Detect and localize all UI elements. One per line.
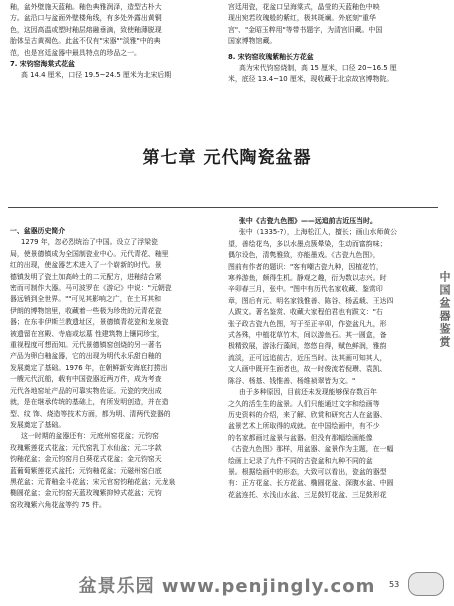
text-line: 式各殊，中植花草竹木，间以游鱼石。其一圆盒，备: [228, 331, 387, 340]
text-line: 之久的活生生的盆景。人们只能通过文字和绘画等: [228, 399, 380, 408]
text-line: 文人画中既开生面者也，故一时俊流若倪瓒、袁凯、: [228, 365, 387, 374]
side-decoration-text: 中国盆器鉴赏: [438, 271, 451, 349]
text-line: 伊朗的博物馆里，收藏着一些极为珍贵的元青花瓷: [10, 306, 162, 315]
body-right-column: [228, 216, 421, 501]
text-line: 玫瑰紫莲花式花盆；元代窑乳丁水仙盆；元二字款: [10, 443, 162, 452]
text-line: 偶尔设色，清隽雅致，亦能墨戏。《古瓷九色图》，: [228, 251, 380, 260]
text-line: 型、纹 饰、烧造等技术方面，都为明、清两代瓷器的: [10, 409, 171, 418]
text-line: 盆景艺术上所取得的成就。在中国绘画中，有不少: [228, 422, 380, 431]
page-number: 53: [389, 580, 400, 589]
text-line: 窑玫瑰紫六角花盆等约 75 件。: [10, 500, 106, 509]
text-line: 元代各地窑址产品的可靠实物佐证。元瓷的突出成: [10, 386, 162, 395]
text-line: 图前有作者的题识："客有嘲古瓷九种，因植花竹，: [228, 262, 383, 271]
text-line: 张中《古瓷九色图》——远追前古近压当时。: [239, 217, 377, 225]
text-line: 辛卯春三月，张中。"图中有历代名家收藏、鉴赏印: [228, 285, 383, 294]
body-left-column: [10, 226, 210, 511]
text-line: 椭圆花盆；金元钧窑天蓝玫瑰紫抑钟式花盆；元钧: [10, 489, 162, 498]
text-line: 器远销到全世界。""可见其影响之广，在土耳其和: [10, 295, 162, 304]
text-line: 这一时期的盆器还有：元庭州窑花盆；元钧窑: [21, 432, 159, 441]
text-line: 产品为卵白釉盆器，它的出现为明代永乐甜白釉的: [10, 352, 162, 361]
text-line: 极精致展，游泳行藻间，悠悠自得，赋色鲜润，雅韵: [228, 342, 387, 351]
text-line: 张中（1335-?），上海松江人，擅长；画山水师黄公: [239, 228, 398, 237]
text-line: 发展奠定了基础。: [10, 420, 66, 429]
text-line: 寒养游鱼，颇得生机。静观之趣，衍为数以志兴。时: [228, 274, 387, 283]
decorative-stone-icon: [408, 572, 444, 596]
text-line: 局，使景德镇成为全国制瓷业中心。元代青花、釉里: [10, 249, 169, 258]
text-line: 绘画上记录了九件不同的古瓷盆和九种不同的盆: [228, 456, 373, 465]
text-line: 1279 年，忽必烈统治了中国。设立了浮梁瓷: [21, 238, 158, 247]
text-line: 景。根据绘画中的形态，大致可以看出，瓷盆的器型: [228, 467, 387, 476]
text-line: 釉，盆外壁施天蓝釉。釉色典雅润泽，造型古朴大: [10, 3, 162, 11]
text-line: 方。盆沿口与盆面外壁楼角线，有多处外露出黄铜: [10, 14, 162, 23]
section-heading: 一、盆器历史简介: [10, 227, 66, 235]
text-line: 高为宋代钧窑烧制，高 15 厘米，口径 20~16.5 厘: [239, 64, 397, 73]
text-line: 陈谷、杨基、钱惟善、杨维祯翠皆为文。": [228, 376, 356, 385]
text-line: 人跋文。著名鉴赏、收藏大家程伯君也有跋文："右: [228, 308, 383, 317]
text-line: 有：正方花盆、长方花盆、椭圆花盆、深腹水盆、中圆: [228, 479, 394, 488]
top-left-column: [10, 2, 207, 82]
text-line: 宫"、"金昭玉粹用"等带书题字，为清宫旧藏。中国: [228, 25, 383, 34]
text-line: 流淡，正可远追前古，近压当时。汰其画可知其人，: [228, 353, 387, 362]
text-line: 一艘元代沉船，载有中国瓷器近两万件，成为考查: [10, 375, 162, 384]
text-line: 器；在东非伊斯兰教遗址区，景德镇青花瓷和龙泉瓷: [10, 318, 169, 327]
text-line: 红的出现，使盆器艺术进入了一个崭新的时代。景: [10, 261, 162, 270]
text-line: 黑花盆；元青釉金斗花盆；宋元官窑钧釉花盆；元龙泉: [10, 477, 176, 486]
text-line: 蓝葡萄紫莲花式盆托；元钧釉花盆；元磁州窑白底: [10, 466, 162, 475]
chapter-title: 第七章 元代陶瓷盆器: [142, 148, 312, 168]
text-line: 就，是在继承传统的基础上，有所发明创造，并在造: [10, 398, 169, 407]
text-line: 德镇发明了瓷土加高岭土的二元配方，进釉结合紧: [10, 272, 162, 281]
text-line: 钧釉花盆；金元钧窑月白葵花式花盆；金元钧窑天: [10, 455, 162, 464]
text-line: 花盆连托、水浅山水盆、三足鼓钉花盆、三足鼓形花: [228, 490, 387, 499]
text-line: 米，底径 13.4~10 厘米，现收藏于北京故宫博物院。: [228, 75, 394, 84]
text-line: 张子政古瓷九色图，写于至正辛卯，作瓷盆凡九，形: [228, 319, 387, 328]
text-line: 由于多种原因，目前还未发现能够保存数百年: [239, 388, 377, 397]
text-line: 历史资料的介绍，来了解、欣赏和研究古人在盆器、: [228, 410, 387, 419]
text-line: 国家博物馆藏。: [228, 37, 277, 46]
top-right-column: [228, 2, 428, 86]
text-line: 高 14.4 厘米，口径 19.5~24.5 厘米为北宋后期: [21, 71, 172, 80]
text-line: 被遗留在宫殿、寺庙或坛墓 性建筑物上镶同珍宝，: [10, 329, 164, 338]
divider: [8, 207, 438, 208]
text-line: 发展奠定了基础。1976 年，在朝鲜新安海底打捞出: [10, 363, 168, 372]
text-line: 望，善绘花鸟，多以水墨点簇晕染，生动而富韵味；: [228, 239, 387, 248]
text-line: 范，也是宫廷盆器中最具特点的珍品之一。: [10, 48, 141, 57]
text-line: 现出宛若玫瑰般的紫红，极其斑斓。外底刻"重华: [228, 14, 376, 23]
text-line: 宫廷用瓷，花盆口呈海棠式，晶莹的天蓝釉色中映: [228, 3, 380, 11]
text-line: 章，图后有元、明名家钱惟善、陈谷、杨孟载、王达四: [228, 296, 394, 305]
text-line: 的名家都画过盆景与盆器。但没有那幅绘画能像: [228, 433, 373, 442]
subsection-heading: 7. 宋钧窑海棠式花盆: [10, 60, 75, 69]
text-line: 胎体呈古黄褐色。此盆不仅有"宋器""淡雅"中的典: [10, 37, 161, 46]
subsection-heading: 8. 宋钧窑玫瑰紫釉长方花盆: [228, 52, 314, 61]
text-line: 《古瓷九色图》那样，用盆器、盆景作为主题，在一幅: [228, 445, 394, 454]
text-line: 密而可制作大器。马可波罗在《游记》中说："元朝瓷: [10, 284, 172, 293]
text-line: 色，这因高温或塑时釉层熔融垂滴，致使釉薄脱现: [10, 25, 162, 34]
text-line: 重视程度可想而知。元代景德镇窑创烧的另一著名: [10, 341, 162, 350]
watermark: 盆景乐园 www.penjingly.com: [78, 576, 376, 597]
